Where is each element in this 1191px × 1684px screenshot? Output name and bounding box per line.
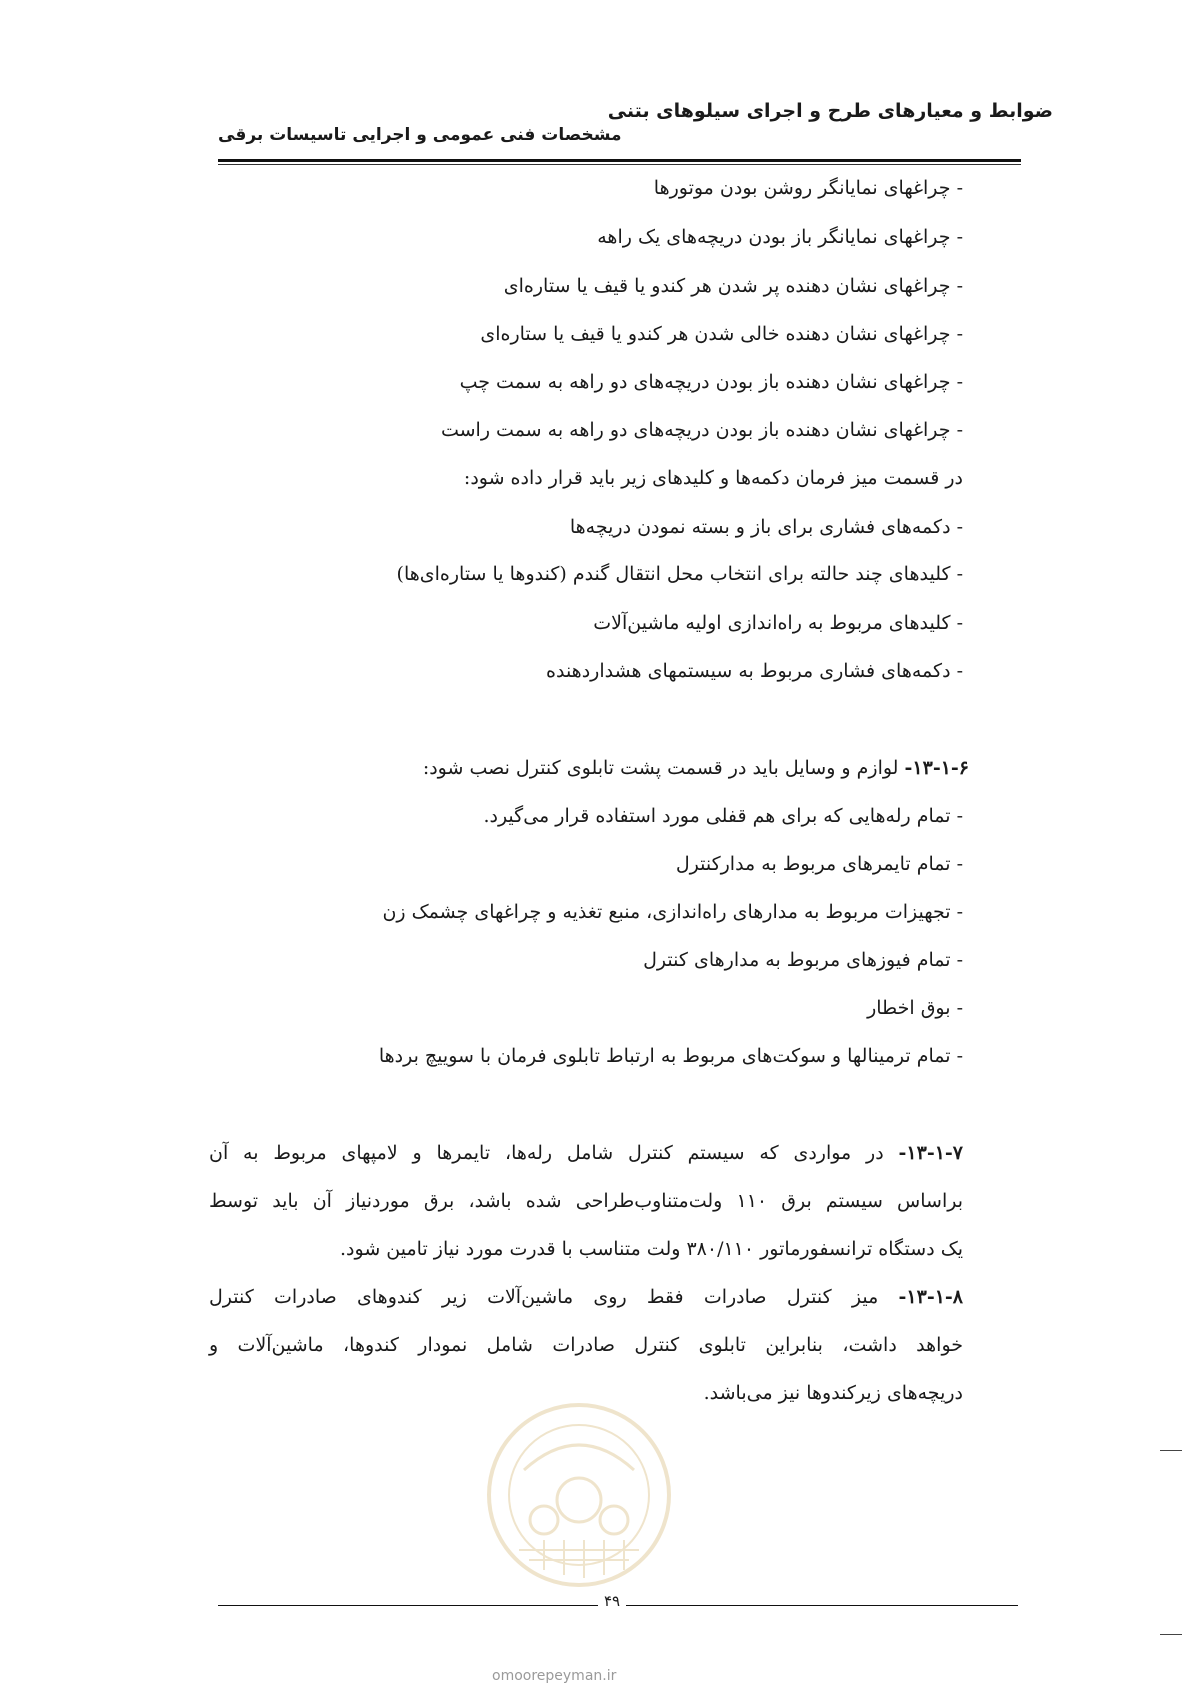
intro-paragraph: در قسمت میز فرمان دکمه‌ها و کلیدهای زیر باید قرار داده شود: — [463, 467, 963, 489]
section-8-line-3: دریچه‌های زیرکندوها نیز می‌باشد. — [703, 1382, 963, 1404]
list-item: - دکمه‌های فشاری مربوط به سیستمهای هشداردهنده — [546, 660, 963, 682]
section-number: ۱۳-۱-۸- — [898, 1286, 963, 1308]
list-item: - چراغهای نمایانگر باز بودن دریچه‌های یک راهه — [597, 226, 963, 248]
section-6-heading — [423, 756, 969, 780]
list-item: - چراغهای نشان دهنده باز بودن دریچه‌های دو راهه به سمت راست — [440, 419, 963, 441]
list-item: - تجهیزات مربوط به مدارهای راه‌اندازی، منبع تغذیه و چراغهای چشمک زن — [382, 901, 963, 923]
list-item: - چراغهای نمایانگر روشن بودن موتورها — [653, 177, 963, 199]
chapter-title: مشخصات فنی عمومی و اجرایی تاسیسات برقی — [218, 125, 622, 145]
watermark-site-text: omoorepeyman.ir — [492, 1668, 617, 1684]
list-item: - کلیدهای چند حالته برای انتخاب محل انتقال گندم (کندوها یا ستاره‌ای‌ها) — [396, 563, 963, 585]
edge-mark — [1160, 1450, 1182, 1451]
list-item: - بوق اخطار — [867, 997, 963, 1019]
section-number: ۱۳-۱-۶- — [904, 757, 969, 779]
section-text: لوازم و وسایل باید در قسمت پشت تابلوی کنترل نصب شود: — [422, 757, 905, 779]
watermark-seal-icon — [484, 1400, 674, 1590]
header-rule-thin — [218, 164, 1021, 165]
list-item: - تمام ترمینالها و سوکت‌های مربوط به ارتباط تابلوی فرمان با سوییچ بردها — [378, 1045, 963, 1067]
section-7-line-2: براساس سیستم برق ۱۱۰ ولت‌متناوب‌طراحی شده باشد، برق موردنیاز آن باید توسط — [209, 1190, 963, 1212]
edge-mark — [1160, 1634, 1182, 1635]
section-7-line-3: یک دستگاه ترانسفورماتور ۳۸۰/۱۱۰ ولت متناسب با قدرت مورد نیاز تامین شود. — [340, 1238, 963, 1260]
list-item: - تمام فیوزهای مربوط به مدارهای کنترل — [643, 949, 963, 971]
section-8-line-2: خواهد داشت، بنابراین تابلوی کنترل صادرات شامل نمودار کندوها، ماشین‌آلات و — [209, 1334, 963, 1356]
section-number: ۱۳-۱-۷- — [898, 1142, 963, 1164]
page-number: ۴۹ — [598, 1592, 626, 1610]
header-rule — [218, 159, 1021, 162]
list-item: - چراغهای نشان دهنده خالی شدن هر کندو یا قیف یا ستاره‌ای — [480, 323, 963, 345]
section-7-line-1 — [209, 1141, 963, 1165]
book-title: ضوابط و معیارهای طرح و اجرای سیلوهای بتنی — [607, 100, 1053, 122]
list-item: - کلیدهای مربوط به راه‌اندازی اولیه ماشین‌آلات — [593, 612, 963, 634]
list-item: - تمام تایمرهای مربوط به مدارکنترل — [675, 853, 963, 875]
section-8-line-1 — [209, 1285, 963, 1309]
section-text: در مواردی که سیستم کنترل شامل رله‌ها، تایمرها و لامپهای مربوط به آن — [209, 1142, 899, 1164]
list-item: - تمام رله‌هایی که برای هم قفلی مورد استفاده قرار می‌گیرد. — [483, 805, 963, 827]
list-item: - چراغهای نشان دهنده پر شدن هر کندو یا قیف یا ستاره‌ای — [503, 275, 963, 297]
section-text: میز کنترل صادرات فقط روی ماشین‌آلات زیر کندوهای صادرات کنترل — [209, 1286, 899, 1308]
list-item: - چراغهای نشان دهنده باز بودن دریچه‌های دو راهه به سمت چپ — [459, 371, 963, 393]
list-item: - دکمه‌های فشاری برای باز و بسته نمودن دریچه‌ها — [569, 516, 963, 538]
